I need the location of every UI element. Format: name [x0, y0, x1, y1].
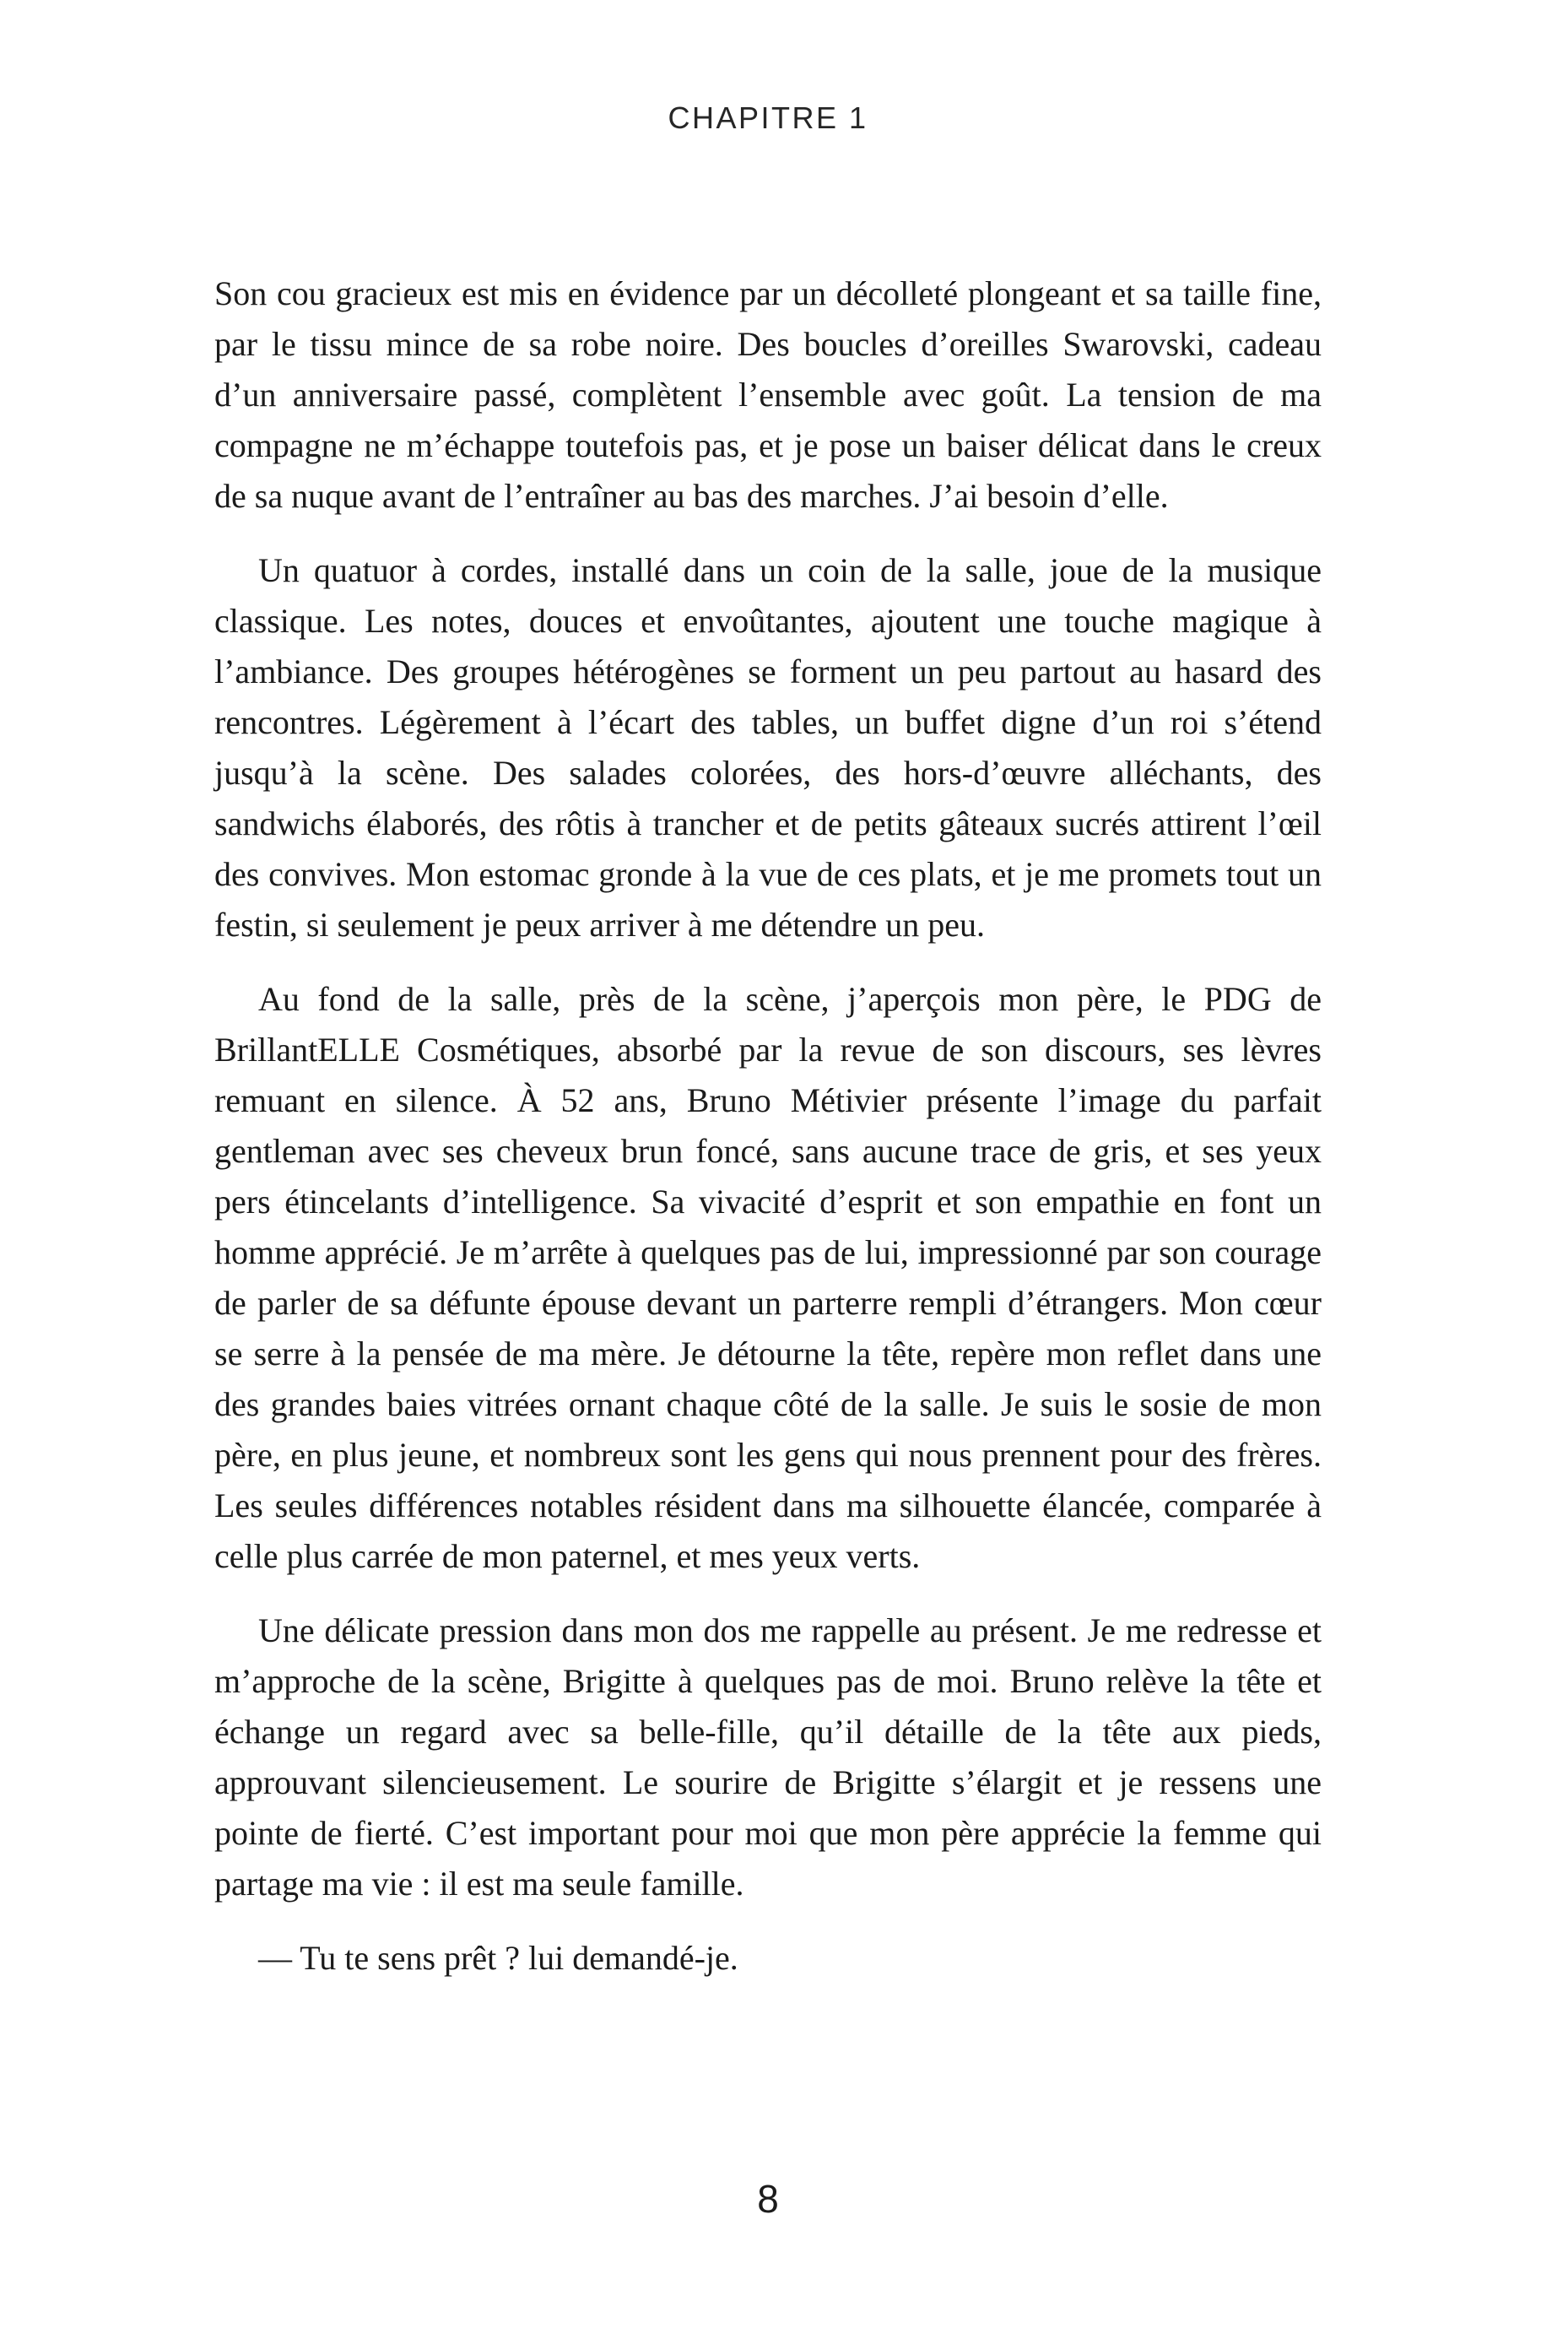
page-number: 8 [757, 2177, 779, 2221]
paragraph-2: Un quatuor à cordes, installé dans un coin de la salle, joue de la musique classique. Les notes, douces et envoûtantes, ajoutent une touche magique à l’ambiance. Des groupes hétérogènes se forment un peu partout au hasard des rencontres. Légèrement à l’écart des tables, un buffet digne d’un roi s’étend jusqu’à la scène. Des salades colorées, des hors-d’œuvre alléchants, des sandwichs élaborés, des rôtis à trancher et de petits gâteaux sucrés attirent l’œil des convives. Mon estomac gronde à la vue de ces plats, et je me promets tout un festin, si seulement je peux arriver à me détendre un peu. [214, 551, 1322, 944]
page-body [214, 268, 1322, 1984]
paragraph-4: Une délicate pression dans mon dos me rappelle au présent. Je me redresse et m’approche de la scène, Brigitte à quelques pas de moi. Bruno relève la tête et échange un regard avec sa belle-fille, qu’il détaille de la tête aux pieds, approuvant silencieusement. Le sourire de Brigitte s’élargit et je ressens une pointe de fierté. C’est important pour moi que mon père apprécie la femme qui partage ma vie : il est ma seule famille. [214, 1611, 1322, 1903]
paragraph-dialogue: — Tu te sens prêt ? lui demandé-je. [258, 1939, 738, 1977]
paragraph-1: Son cou gracieux est mis en évidence par un décolleté plongeant et sa taille fine, par le tissu mince de sa robe noire. Des boucles d’oreilles Swarovski, cadeau d’un anniversaire passé, complètent l’ensemble avec goût. La tension de ma compagne ne m’échappe toutefois pas, et je pose un baiser délicat dans le creux de sa nuque avant de l’entraîner au bas des marches. J’ai besoin d’elle. [214, 274, 1322, 515]
chapter-header: CHAPITRE 1 [668, 100, 868, 135]
paragraph-3: Au fond de la salle, près de la scène, j’aperçois mon père, le PDG de BrillantELLE Cosmétiques, absorbé par la revue de son discours, ses lèvres remuant en silence. À 52 ans, Bruno Métivier présente l’image du parfait gentleman avec ses cheveux brun foncé, sans aucune trace de gris, et ses yeux pers étincelants d’intelligence. Sa vivacité d’esprit et son empathie en font un homme apprécié. Je m’arrête à quelques pas de lui, impressionné par son courage de parler de sa défunte épouse devant un parterre rempli d’étrangers. Mon cœur se serre à la pensée de ma mère. Je détourne la tête, repère mon reflet dans une des grandes baies vitrées ornant chaque côté de la salle. Je suis le sosie de mon père, en plus jeune, et nombreux sont les gens qui nous prennent pour des frères. Les seules différences notables résident dans ma silhouette élancée, comparée à celle plus carrée de mon paternel, et mes yeux verts. [214, 980, 1322, 1575]
